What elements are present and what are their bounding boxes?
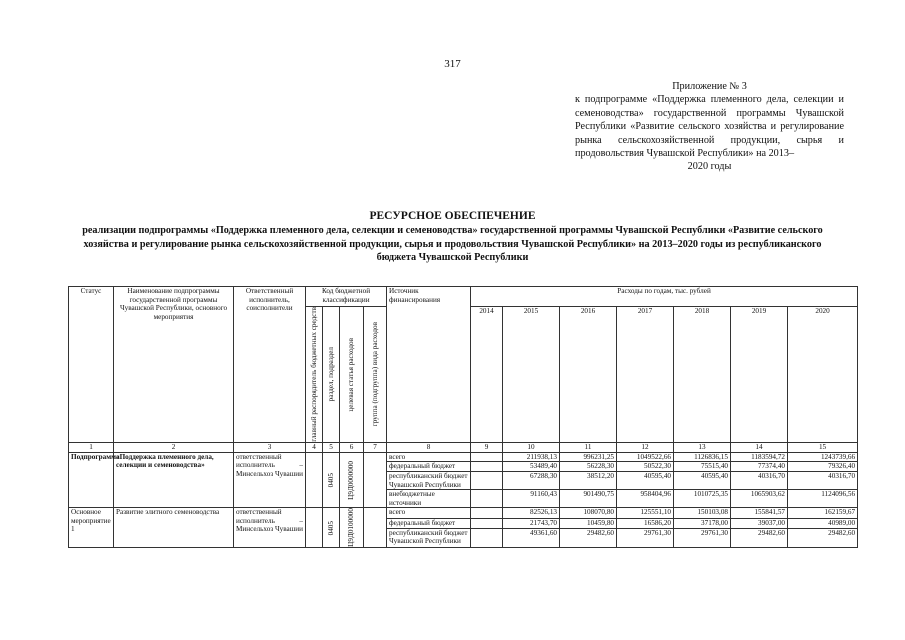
cell-value — [471, 471, 503, 489]
row-section: 0405 — [323, 452, 340, 508]
header-code-target: целевая статья расходов — [340, 307, 364, 443]
cell-value: 1126836,15 — [674, 452, 731, 462]
cell-value: 29482,60 — [731, 528, 788, 547]
cell-value: 40316,70 — [731, 471, 788, 489]
table-row — [69, 508, 858, 518]
cell-value: 75515,40 — [674, 462, 731, 472]
resource-table — [68, 286, 858, 548]
row-executor: ответственный исполнитель – Минсельхоз Чувашии — [234, 508, 306, 548]
col-number: 6 — [340, 442, 364, 452]
header-name: Наименование подпрограммы государственной программы Чувашской Республики, основного мероприятия — [114, 287, 234, 443]
cell-value: 79326,40 — [788, 462, 858, 472]
col-number: 12 — [617, 442, 674, 452]
col-number: 8 — [387, 442, 471, 452]
cell-value: 29761,30 — [674, 528, 731, 547]
row-status: Подпрограмма — [69, 452, 114, 508]
col-number: 11 — [560, 442, 617, 452]
row-executor: ответственный исполнитель – Минсельхоз Чувашии — [234, 452, 306, 508]
cell-value: 29482,60 — [788, 528, 858, 547]
cell-value: 37178,00 — [674, 518, 731, 528]
cell-value: 56228,30 — [560, 462, 617, 472]
cell-value — [471, 518, 503, 528]
header-year: 2019 — [731, 307, 788, 443]
cell-value: 958404,96 — [617, 490, 674, 508]
table-row — [69, 452, 858, 462]
col-number: 14 — [731, 442, 788, 452]
row-grbs — [306, 452, 323, 508]
row-source: федеральный бюджет — [387, 462, 471, 472]
cell-value: 901490,75 — [560, 490, 617, 508]
col-number: 4 — [306, 442, 323, 452]
row-source: всего — [387, 508, 471, 518]
row-name: «Поддержка племенного дела, селекции и семеноводства» — [114, 452, 234, 508]
row-source: республиканский бюджет Чувашской Республики — [387, 471, 471, 489]
cell-value — [471, 462, 503, 472]
header-year: 2020 — [788, 307, 858, 443]
row-source: республиканский бюджет Чувашской Республики — [387, 528, 471, 547]
col-number: 10 — [503, 442, 560, 452]
header-year: 2015 — [503, 307, 560, 443]
cell-value: 125551,10 — [617, 508, 674, 518]
cell-value: 40316,70 — [788, 471, 858, 489]
cell-value: 996231,25 — [560, 452, 617, 462]
cell-value: 155841,57 — [731, 508, 788, 518]
row-grbs — [306, 508, 323, 548]
cell-value: 67288,30 — [503, 471, 560, 489]
cell-value — [471, 508, 503, 518]
col-number: 1 — [69, 442, 114, 452]
cell-value: 16586,20 — [617, 518, 674, 528]
header-status: Статус — [69, 287, 114, 443]
row-status: Основное мероприятие 1 — [69, 508, 114, 548]
appendix-tail: 2020 годы — [687, 161, 732, 173]
header-source: Источник финансирования — [387, 287, 471, 443]
header-year: 2017 — [617, 307, 674, 443]
appendix-note — [575, 80, 844, 174]
appendix-body: к подпрограмме «Поддержка племенного дела, селекции и семеноводства» государственной программы Чувашской Республики «Развитие сельского хозяйства и регулирование рынка сельскохозяйственной продукции, сырья и продовольствия Чувашской Республики» на 2013– — [575, 94, 844, 160]
cell-value — [471, 490, 503, 508]
cell-value: 21743,70 — [503, 518, 560, 528]
header-code: Код бюджетной классификации — [306, 287, 387, 307]
header-year: 2016 — [560, 307, 617, 443]
cell-value: 1243739,66 — [788, 452, 858, 462]
col-number: 7 — [364, 442, 387, 452]
cell-value — [471, 452, 503, 462]
cell-value: 211938,13 — [503, 452, 560, 462]
cell-value: 150103,08 — [674, 508, 731, 518]
row-source: всего — [387, 452, 471, 462]
col-number: 9 — [471, 442, 503, 452]
cell-value: 53489,40 — [503, 462, 560, 472]
cell-value: 10459,80 — [560, 518, 617, 528]
col-number: 5 — [323, 442, 340, 452]
cell-value: 40595,40 — [617, 471, 674, 489]
cell-value: 1183594,72 — [731, 452, 788, 462]
header-year: 2014 — [471, 307, 503, 443]
header-code-section: раздел, подраздел — [323, 307, 340, 443]
header-year: 2018 — [674, 307, 731, 443]
row-group — [364, 508, 387, 548]
cell-value: 1124096,56 — [788, 490, 858, 508]
cell-value: 1010725,35 — [674, 490, 731, 508]
col-number: 2 — [114, 442, 234, 452]
cell-value: 50522,30 — [617, 462, 674, 472]
col-number: 3 — [234, 442, 306, 452]
row-name: Развитие элитного семеноводства — [114, 508, 234, 548]
cell-value: 1065903,62 — [731, 490, 788, 508]
cell-value: 77374,40 — [731, 462, 788, 472]
cell-value: 108070,80 — [560, 508, 617, 518]
cell-value: 49361,60 — [503, 528, 560, 547]
cell-value: 91160,43 — [503, 490, 560, 508]
cell-value: 38512,20 — [560, 471, 617, 489]
cell-value: 29761,30 — [617, 528, 674, 547]
cell-value: 1049522,66 — [617, 452, 674, 462]
col-number: 13 — [674, 442, 731, 452]
row-section: 0405 — [323, 508, 340, 548]
cell-value: 40989,00 — [788, 518, 858, 528]
header-code-grbs: главный распорядитель бюджетных средств — [306, 307, 323, 443]
row-source: внебюджетные источники — [387, 490, 471, 508]
cell-value: 40595,40 — [674, 471, 731, 489]
cell-value: 39037,00 — [731, 518, 788, 528]
cell-value — [471, 528, 503, 547]
col-number: 15 — [788, 442, 858, 452]
row-target: Ц9Д0000000 — [340, 452, 364, 508]
cell-value: 29482,60 — [560, 528, 617, 547]
document-subtitle: реализации подпрограммы «Поддержка племенного дела, селекции и семеноводства» государственной программы Чувашской Республики «Развитие сельского хозяйства и регулирование рынка сельскохозяйственной продукции, сырья и продовольствия Чувашской Республики» на 2013–2020 годы из республиканского бюджета Чувашской Республики — [82, 225, 823, 264]
document-title: РЕСУРСНОЕ ОБЕСПЕЧЕНИЕ — [369, 210, 536, 222]
row-target: Ц9Д0100000 — [340, 508, 364, 548]
page-number: 317 — [444, 58, 461, 70]
cell-value: 162159,67 — [788, 508, 858, 518]
header-expenses: Расходы по годам, тыс. рублей — [471, 287, 858, 307]
header-executor: Ответственный исполнитель, соисполнители — [234, 287, 306, 443]
row-source: федеральный бюджет — [387, 518, 471, 528]
cell-value: 82526,13 — [503, 508, 560, 518]
header-code-group: группа (подгруппа) вида расходов — [364, 307, 387, 443]
appendix-title: Приложение № 3 — [672, 81, 747, 92]
row-group — [364, 452, 387, 508]
